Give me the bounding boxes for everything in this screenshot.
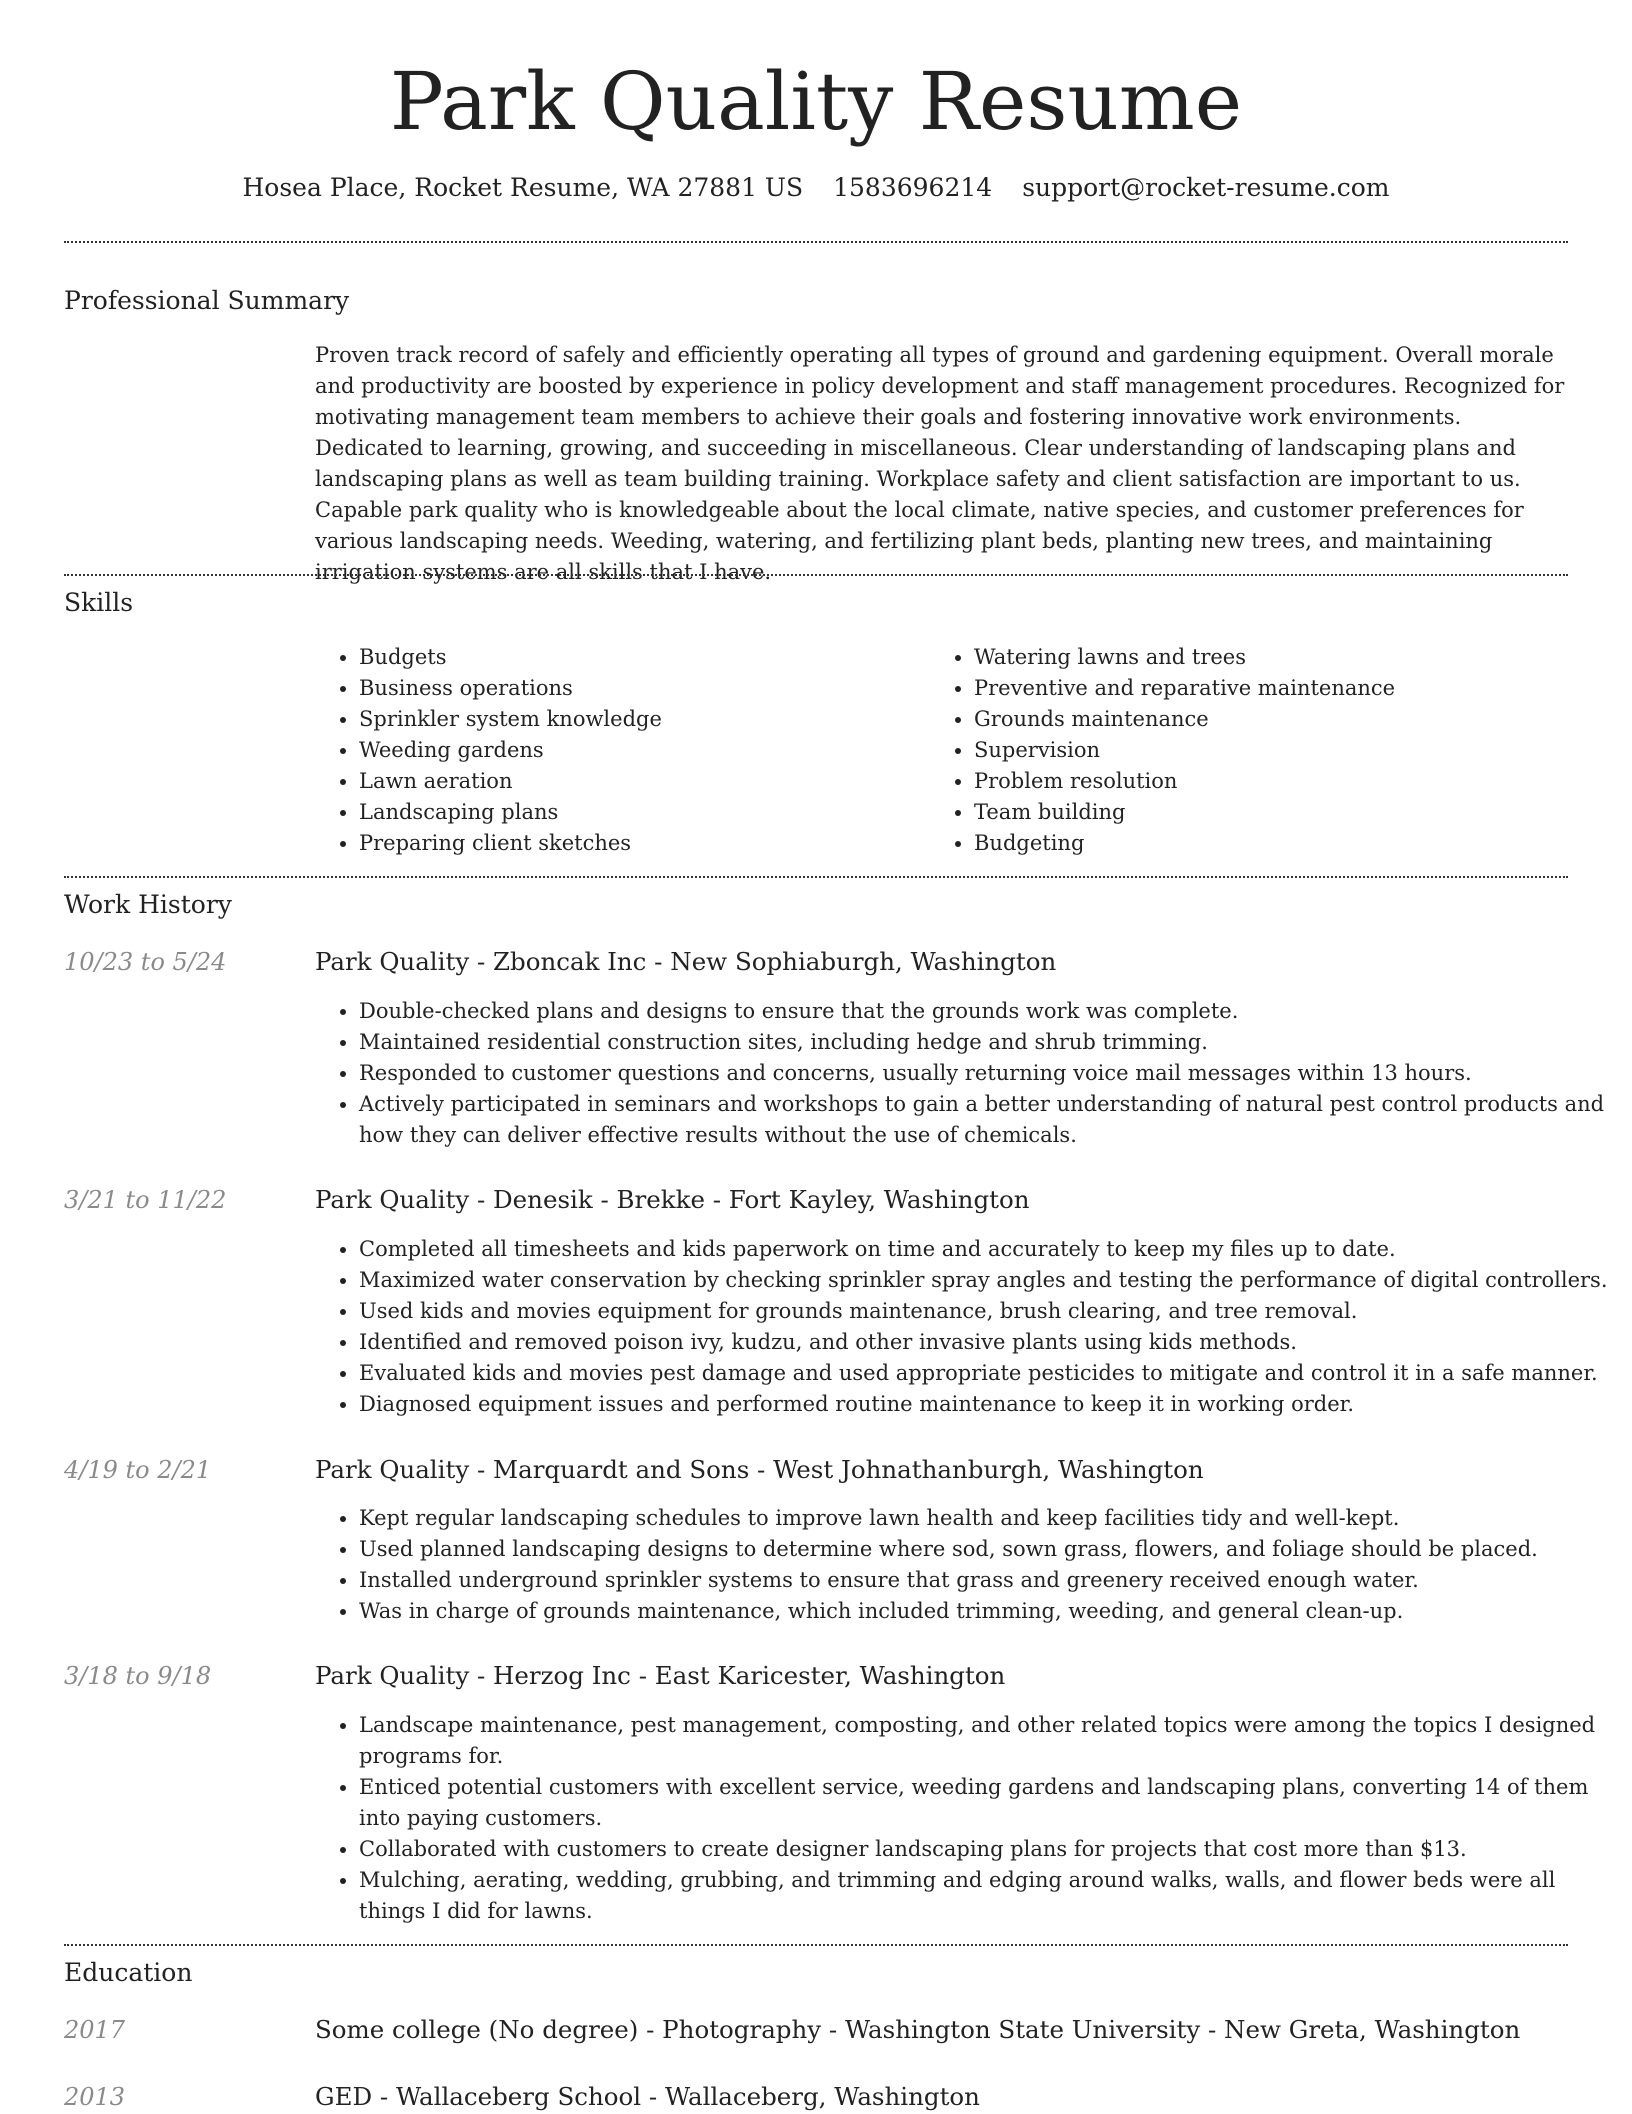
skills-list-left bbox=[315, 642, 662, 859]
job-bullet: • Maintained residential construction sites, including hedge and shrub trimming. bbox=[359, 1027, 1609, 1058]
divider bbox=[64, 876, 1568, 878]
divider bbox=[64, 241, 1568, 243]
job-bullet: • Used planned landscaping designs to determine where sod, sown grass, flowers, and foliage should be placed. bbox=[359, 1534, 1609, 1565]
divider bbox=[64, 1944, 1568, 1946]
job-title: Park Quality - Marquardt and Sons - West Johnathanburgh, Washington bbox=[315, 1455, 1204, 1484]
job-bullet: • Installed underground sprinkler systems to ensure that grass and greenery received enough water. bbox=[359, 1565, 1609, 1596]
resume-name: Park Quality Resume bbox=[389, 55, 1243, 148]
job-title: Park Quality - Denesik - Brekke - Fort Kayley, Washington bbox=[315, 1185, 1030, 1214]
skill-item: • Business operations bbox=[359, 673, 662, 704]
skill-item: • Weeding gardens bbox=[359, 735, 662, 766]
skill-item: • Team building bbox=[974, 797, 1395, 828]
job-title: Park Quality - Zboncak Inc - New Sophiaburgh, Washington bbox=[315, 947, 1057, 976]
job-bullet: • Completed all timesheets and kids paperwork on time and accurately to keep my files up to date. bbox=[359, 1234, 1609, 1265]
section-title-work: Work History bbox=[64, 890, 232, 919]
divider bbox=[64, 574, 1568, 576]
education-year: 2013 bbox=[64, 2083, 126, 2111]
job-dates: 3/21 to 11/22 bbox=[64, 1186, 227, 1214]
job-dates: 3/18 to 9/18 bbox=[64, 1662, 212, 1690]
skill-item: • Sprinkler system knowledge bbox=[359, 704, 662, 735]
skill-item: • Preventive and reparative maintenance bbox=[974, 673, 1395, 704]
job-bullets bbox=[315, 1234, 1609, 1420]
job-bullet: • Used kids and movies equipment for grounds maintenance, brush clearing, and tree removal. bbox=[359, 1296, 1609, 1327]
skill-item: • Problem resolution bbox=[974, 766, 1395, 797]
job-bullets bbox=[315, 1503, 1609, 1627]
job-bullets bbox=[315, 1710, 1609, 1927]
skill-item: • Landscaping plans bbox=[359, 797, 662, 828]
section-title-summary: Professional Summary bbox=[64, 286, 350, 315]
contact-address: Hosea Place, Rocket Resume, WA 27881 US bbox=[242, 173, 804, 202]
job-bullet: • Collaborated with customers to create designer landscaping plans for projects that cost more than $13. bbox=[359, 1834, 1609, 1865]
job-dates: 4/19 to 2/21 bbox=[64, 1456, 212, 1484]
job-bullet: • Enticed potential customers with excellent service, weeding gardens and landscaping plans, converting 14 of them into paying customers. bbox=[359, 1772, 1609, 1834]
job-title: Park Quality - Herzog Inc - East Karicester, Washington bbox=[315, 1661, 1006, 1690]
job-bullet: • Kept regular landscaping schedules to improve lawn health and keep facilities tidy and well-kept. bbox=[359, 1503, 1609, 1534]
job-bullet: • Was in charge of grounds maintenance, which included trimming, weeding, and general clean-up. bbox=[359, 1596, 1609, 1627]
skill-item: • Budgets bbox=[359, 642, 662, 673]
job-bullet: • Evaluated kids and movies pest damage and used appropriate pesticides to mitigate and control it in a safe manner. bbox=[359, 1358, 1609, 1389]
contact-phone: 1583696214 bbox=[833, 173, 993, 202]
skill-item: • Budgeting bbox=[974, 828, 1395, 859]
job-bullet: • Mulching, aerating, wedding, grubbing, and trimming and edging around walks, walls, and flower beds were all things I did for lawns. bbox=[359, 1865, 1609, 1927]
job-dates: 10/23 to 5/24 bbox=[64, 948, 227, 976]
job-bullet: • Actively participated in seminars and workshops to gain a better understanding of natural pest control products and how they can deliver effective results without the use of chemicals. bbox=[359, 1089, 1609, 1151]
skill-item: • Lawn aeration bbox=[359, 766, 662, 797]
contact-email[interactable]: support@rocket-resume.com bbox=[1022, 173, 1390, 202]
job-bullet: • Maximized water conservation by checking sprinkler spray angles and testing the performance of digital controllers. bbox=[359, 1265, 1609, 1296]
education-entry: GED - Wallaceberg School - Wallaceberg, Washington bbox=[315, 2082, 980, 2111]
education-entry: Some college (No degree) - Photography - Washington State University - New Greta, Washington bbox=[315, 2015, 1521, 2044]
skill-item: • Preparing client sketches bbox=[359, 828, 662, 859]
summary-text: Proven track record of safely and efficiently operating all types of ground and gardening equipment. Overall morale and productivity are boosted by experience in policy development and staff management procedures. Recognized for motivating management team members to achieve their goals and fostering innovative work environments. Dedicated to learning, growing, and succeeding in miscellaneous. Clear understanding of landscaping plans and landscaping plans as well as team building training. Workplace safety and client satisfaction are important to us. Capable park quality who is knowledgeable about the local climate, native species, and customer preferences for various landscaping needs. Weeding, watering, and fertilizing plant beds, planting new trees, and maintaining irrigation systems are all skills that I have. bbox=[315, 343, 1565, 584]
job-bullet: • Double-checked plans and designs to ensure that the grounds work was complete. bbox=[359, 996, 1609, 1027]
skills-list-right bbox=[930, 642, 1395, 859]
skill-item: • Grounds maintenance bbox=[974, 704, 1395, 735]
section-title-skills: Skills bbox=[64, 588, 134, 617]
job-bullet: • Identified and removed poison ivy, kudzu, and other invasive plants using kids methods. bbox=[359, 1327, 1609, 1358]
contact-line bbox=[0, 170, 1632, 206]
education-year: 2017 bbox=[64, 2016, 126, 2044]
section-title-education: Education bbox=[64, 1958, 193, 1987]
skill-item: • Supervision bbox=[974, 735, 1395, 766]
job-bullet: • Responded to customer questions and concerns, usually returning voice mail messages within 13 hours. bbox=[359, 1058, 1609, 1089]
job-bullet: • Diagnosed equipment issues and performed routine maintenance to keep it in working order. bbox=[359, 1389, 1609, 1420]
job-bullets bbox=[315, 996, 1609, 1151]
skill-item: • Watering lawns and trees bbox=[974, 642, 1395, 673]
job-bullet: • Landscape maintenance, pest management, composting, and other related topics were among the topics I designed programs for. bbox=[359, 1710, 1609, 1772]
